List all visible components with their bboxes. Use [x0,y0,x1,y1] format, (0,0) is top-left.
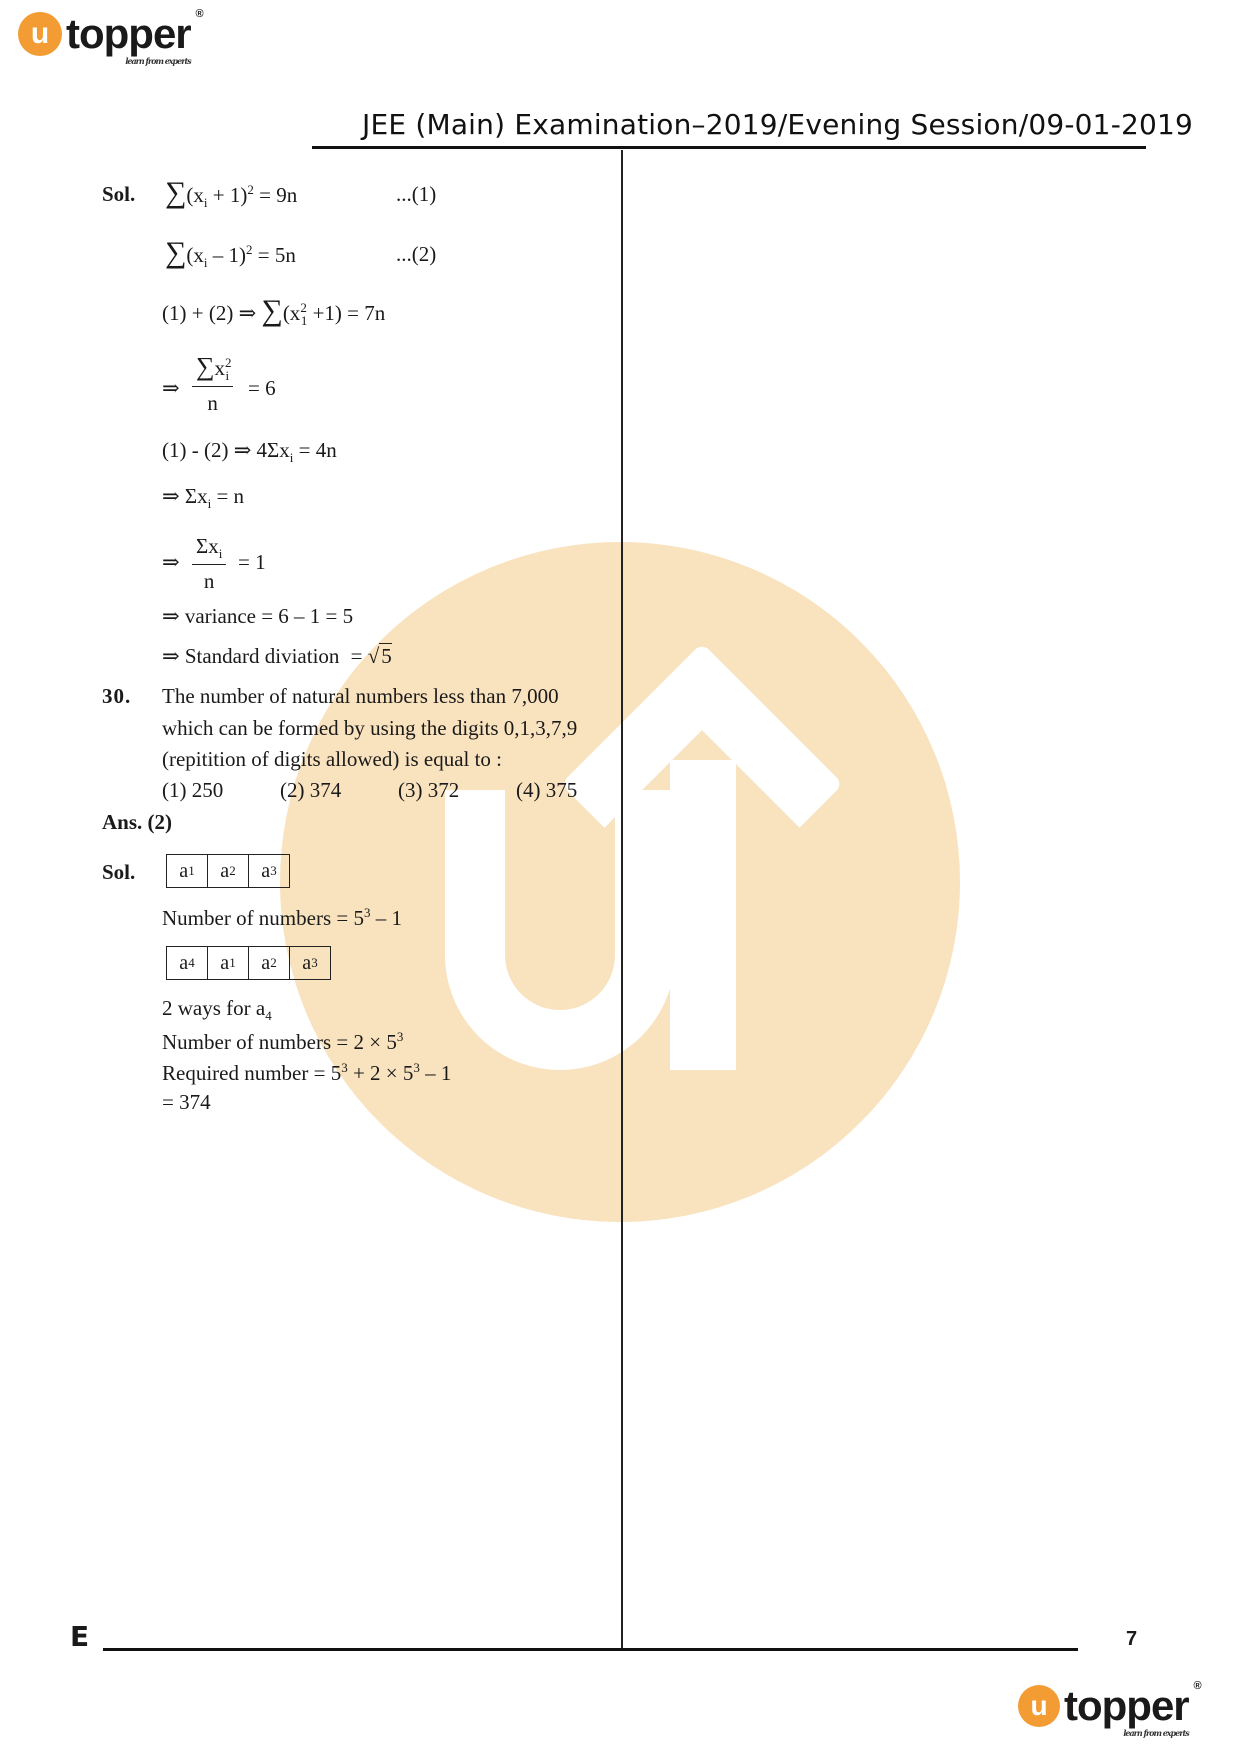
equation-sum: (1) + (2) ⇒ $\sum(x^2_1 +1) = 7n$ [162,294,386,329]
question-number: 30. [102,684,132,708]
digit-box: a 1 [167,855,208,887]
digit-box: a 1 [208,947,249,979]
header-rule [312,146,1146,149]
page-header-title: JEE (Main) Examination–2019/Evening Session/09-01-2019 [362,108,1194,141]
sol-label-30: Sol. [102,860,136,884]
logo-mark-icon: u [1018,1685,1060,1727]
variance-line: ⇒ variance = 6 – 1 = 5 [162,604,354,628]
digit-box: a 4 [167,947,208,979]
option-1: (1) 250 [162,778,224,802]
answer-line: Ans. (2) [102,810,173,834]
ways-line: 2 ways for $a_4$ [162,996,272,1024]
question-line-2: which can be formed by using the digits 0,1,3,7,9 [162,716,578,740]
equation-difference: (1) - (2) ⇒ $4\Sigma x_i = 4n$ [162,438,337,466]
option-2: (2) 374 [280,778,342,802]
digit-box: a 2 [208,855,249,887]
sol-label: Sol. [102,182,136,206]
digit-boxes-four [166,946,331,980]
logo-tagline: learn from experts [1123,1728,1189,1738]
digit-box: a 2 [249,947,290,979]
option-4: (4) 375 [516,778,578,802]
topper-logo-top [18,8,203,66]
digit-box: a 3 [302,951,318,974]
logo-tagline: learn from experts [125,56,191,66]
mean-value: = 1 [238,550,266,574]
result-line: = 374 [162,1090,211,1114]
arrow-mean-square: ⇒ [162,376,180,400]
topper-logo-bottom [1018,1680,1201,1738]
fraction-mean-square: $\frac{\sum x^2_i}{n}$ [192,352,233,416]
arrow-mean: ⇒ [162,550,180,574]
std-deviation-line: ⇒ Standard diviation = √5 [162,644,392,668]
equation-2-tag: ...(2) [396,242,437,266]
equation-2: $\sum(x_i - 1)^2 = 5n$ [165,236,296,271]
logo-mark-icon: u [18,12,62,56]
equation-1: $\sum(x_i + 1)^2 = 9n$ [165,176,298,211]
equation-sum-xi: ⇒ $\Sigma x_i = n$ [162,484,245,512]
logo-wordmark: topper ® learn from experts [66,8,203,66]
footer-rule [103,1648,1078,1651]
option-3: (3) 372 [398,778,460,802]
digit-box: a 3 [261,859,277,882]
mean-square-value: = 6 [248,376,276,400]
fraction-mean: $\Sigma x_i$ n [192,534,226,594]
column-divider [621,150,623,1650]
logo-wordmark: topper ® learn from experts [1064,1680,1201,1738]
count-four-digit: Number of numbers = $2 \times 5^3$ [162,1029,404,1054]
digit-boxes-three [166,854,290,888]
count-three-digit: Number of numbers = $5^3 - 1$ [162,905,402,930]
required-number-line: Required number = $5^3 + 2 \times 5^3 - 1$ [162,1060,452,1085]
footer-edition: E [70,1620,90,1653]
question-line-1: The number of natural numbers less than 7,000 [162,684,559,708]
page-number: 7 [1126,1628,1138,1650]
question-line-3: (repitition of digits allowed) is equal to : [162,747,503,771]
equation-1-tag: ...(1) [396,182,437,206]
